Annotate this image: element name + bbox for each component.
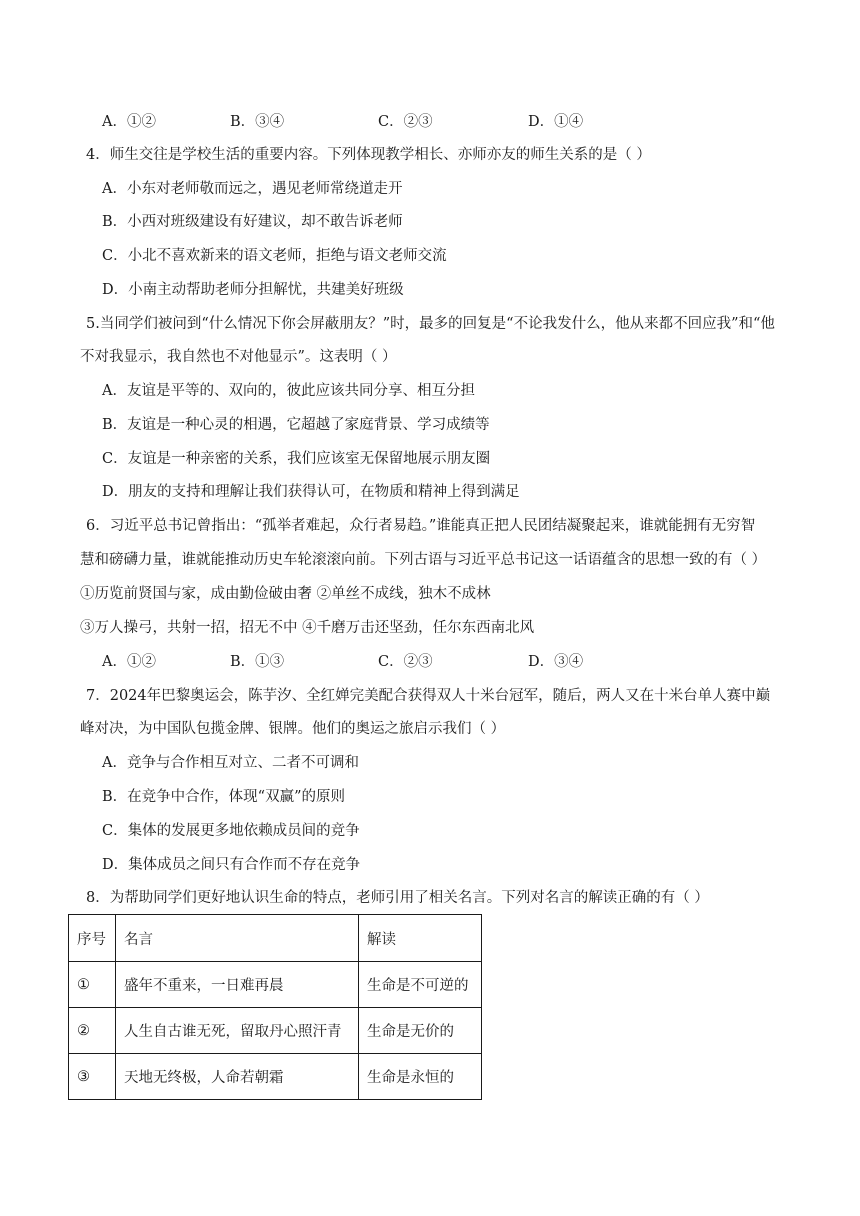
q3-option-a: A．①② — [102, 114, 156, 130]
q8-stem: 8．为帮助同学们更好地认识生命的特点，老师引用了相关名言。下列对名言的解读正确的有（ ） — [86, 890, 709, 906]
table-cell: 生命是不可逆的 — [359, 962, 482, 1008]
q6-option-a: A．①② — [102, 654, 156, 670]
table-row — [69, 1008, 482, 1054]
q6-items-line1: ①历览前贤国与家，成由勤俭破由奢 ②单丝不成线，独木不成林 — [80, 586, 491, 602]
q4-option-b: B．小西对班级建设有好建议，却不敢告诉老师 — [102, 214, 403, 230]
q5-option-b: B．友谊是一种心灵的相遇，它超越了家庭背景、学习成绩等 — [102, 417, 490, 433]
q7-option-b: B．在竞争中合作，体现“双赢”的原则 — [102, 789, 345, 805]
table-row — [69, 962, 482, 1008]
q3-option-c: C．②③ — [378, 114, 433, 130]
q6-items-line2: ③万人操弓，共射一招，招无不中 ④千磨万击还坚劲，任尔东西南北风 — [80, 620, 535, 636]
q5-stem-line1: 5.当同学们被问到“什么情况下你会屏蔽朋友？”时，最多的回复是“不论我发什么，他从来都不回应我”和“他 — [86, 316, 775, 332]
q5-option-a: A．友谊是平等的、双向的，彼此应该共同分享、相互分担 — [102, 383, 475, 399]
q7-option-a: A．竞争与合作相互对立、二者不可调和 — [102, 755, 359, 771]
table-header-cell: 名言 — [116, 915, 359, 962]
table-cell: ① — [69, 962, 116, 1008]
table-header-cell: 序号 — [69, 915, 116, 962]
q5-option-d: D．朋友的支持和理解让我们获得认可，在物质和精神上得到满足 — [102, 484, 520, 500]
table-row — [69, 1054, 482, 1100]
q6-stem-line1: 6．习近平总书记曾指出：“孤举者难起，众行者易趋。”谁能真正把人民团结凝聚起来，谁就能拥有无穷智 — [86, 518, 756, 534]
table-header-row — [69, 915, 482, 962]
table-cell: 天地无终极，人命若朝霜 — [116, 1054, 359, 1100]
table-cell: ② — [69, 1008, 116, 1054]
q6-option-b: B．①③ — [230, 654, 285, 670]
q4-stem: 4．师生交往是学校生活的重要内容。下列体现教学相长、亦师亦友的师生关系的是（ ） — [86, 147, 651, 163]
q7-stem-line2: 峰对决，为中国队包揽金牌、银牌。他们的奥运之旅启示我们（ ） — [80, 721, 506, 737]
q5-option-c: C．友谊是一种亲密的关系，我们应该室无保留地展示朋友圈 — [102, 451, 491, 467]
table-header-cell: 解读 — [359, 915, 482, 962]
q6-option-c: C．②③ — [378, 654, 433, 670]
q5-stem-line2: 不对我显示，我自然也不对他显示”。这表明（ ） — [80, 349, 397, 365]
q4-option-d: D．小南主动帮助老师分担解忧，共建美好班级 — [102, 282, 404, 298]
table-cell: ③ — [69, 1054, 116, 1100]
quote-table — [68, 914, 482, 1100]
table-cell: 人生自古谁无死，留取丹心照汗青 — [116, 1008, 359, 1054]
q7-option-d: D．集体成员之间只有合作而不存在竞争 — [102, 857, 361, 873]
q3-option-d: D．①④ — [528, 114, 584, 130]
q4-option-a: A．小东对老师敬而远之，遇见老师常绕道走开 — [102, 181, 403, 197]
table-cell: 生命是永恒的 — [359, 1054, 482, 1100]
q6-option-d: D．③④ — [528, 654, 584, 670]
q6-stem-line2: 慧和磅礴力量，谁就能推动历史车轮滚滚向前。下列古语与习近平总书记这一话语蕴含的思想一致的有（ ） — [80, 552, 767, 568]
q7-stem-line1: 7．2024年巴黎奥运会，陈芋汐、全红婵完美配合获得双人十米台冠军，随后，两人又在十米台单人赛中巅 — [86, 688, 771, 704]
q3-option-b: B．③④ — [230, 114, 285, 130]
table-cell: 盛年不重来，一日难再晨 — [116, 962, 359, 1008]
q4-option-c: C．小北不喜欢新来的语文老师，拒绝与语文老师交流 — [102, 248, 447, 264]
table-cell: 生命是无价的 — [359, 1008, 482, 1054]
q7-option-c: C．集体的发展更多地依赖成员间的竞争 — [102, 823, 360, 839]
